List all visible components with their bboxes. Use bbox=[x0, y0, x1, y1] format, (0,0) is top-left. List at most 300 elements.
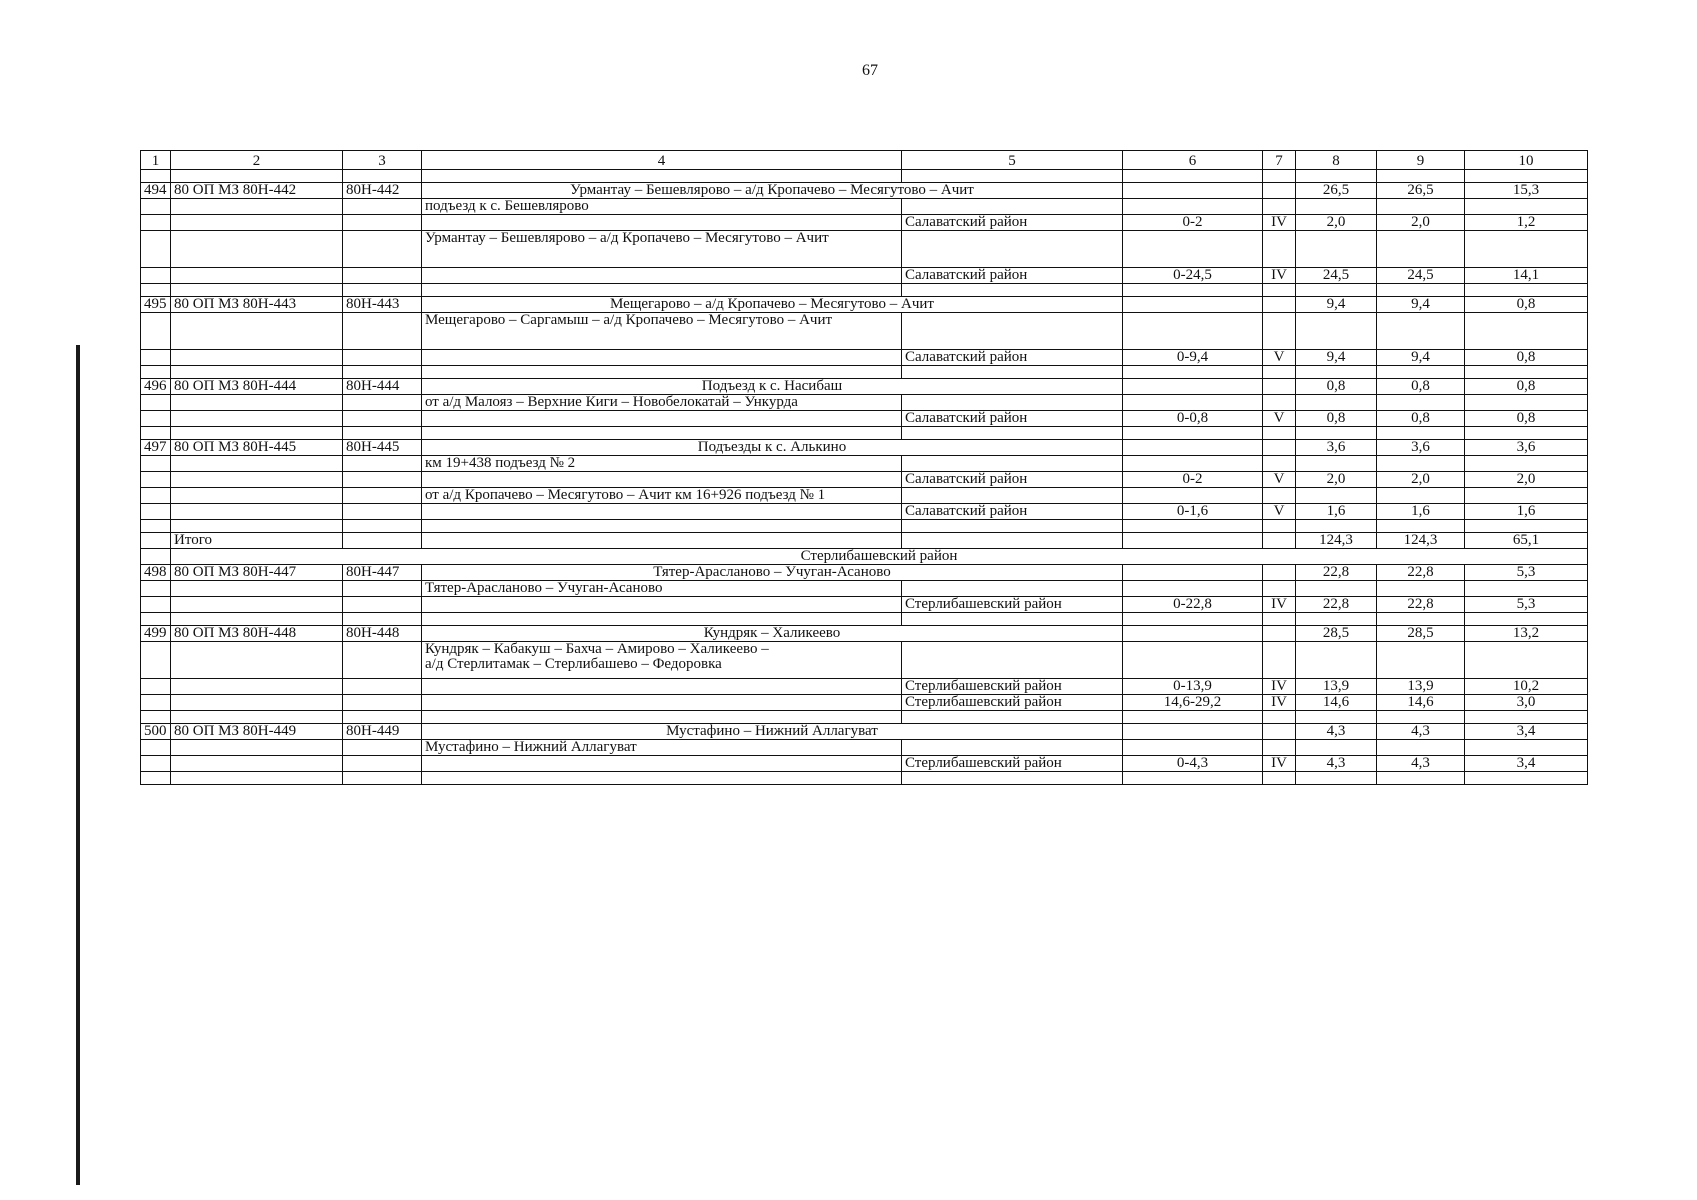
length-total: 2,0 bbox=[1296, 215, 1377, 231]
road-name: Мещегарово – Саргамыш – а/д Кропачево – Месягутово – Ачит bbox=[422, 313, 902, 350]
empty-cell bbox=[422, 520, 902, 533]
length-total: 26,5 bbox=[1296, 183, 1377, 199]
roads-table bbox=[140, 150, 1588, 785]
road-code: 80 ОП МЗ 80Н-443 bbox=[171, 297, 343, 313]
short-code bbox=[343, 456, 422, 472]
road-code: 80 ОП МЗ 80Н-442 bbox=[171, 183, 343, 199]
km-range: 0-13,9 bbox=[1123, 679, 1263, 695]
length-total bbox=[1296, 740, 1377, 756]
detail-row bbox=[141, 756, 1588, 772]
road-name: км 19+438 подъезд № 2 bbox=[422, 456, 902, 472]
no bbox=[141, 597, 171, 613]
no bbox=[141, 395, 171, 411]
length-other: 0,8 bbox=[1465, 411, 1588, 427]
length-total: 14,6 bbox=[1296, 695, 1377, 711]
length-regional bbox=[1377, 395, 1465, 411]
empty-cell bbox=[1377, 170, 1465, 183]
length-total: 0,8 bbox=[1296, 379, 1377, 395]
category bbox=[1263, 740, 1296, 756]
empty-cell bbox=[1123, 520, 1263, 533]
code bbox=[171, 679, 343, 695]
km-range bbox=[1123, 740, 1263, 756]
length-regional: 9,4 bbox=[1377, 297, 1465, 313]
empty-cell bbox=[1465, 170, 1588, 183]
empty-cell bbox=[1296, 427, 1377, 440]
km-range bbox=[1123, 199, 1263, 215]
empty-cell bbox=[343, 284, 422, 297]
empty-cell bbox=[1263, 366, 1296, 379]
short-code bbox=[343, 581, 422, 597]
empty-cell bbox=[1465, 366, 1588, 379]
length-other: 13,2 bbox=[1465, 626, 1588, 642]
empty-cell bbox=[1123, 284, 1263, 297]
length-total: 13,9 bbox=[1296, 679, 1377, 695]
header-row bbox=[141, 151, 1588, 170]
empty-cell bbox=[422, 284, 902, 297]
empty-cell bbox=[1296, 284, 1377, 297]
district bbox=[902, 533, 1123, 549]
length-total: 28,5 bbox=[1296, 626, 1377, 642]
road-name: от а/д Малояз – Верхние Киги – Новобелокатай – Ункурда bbox=[422, 395, 902, 411]
district bbox=[902, 488, 1123, 504]
km-range: 0-0,8 bbox=[1123, 411, 1263, 427]
short-code bbox=[343, 740, 422, 756]
empty-cell bbox=[141, 711, 171, 724]
road-name bbox=[422, 472, 902, 488]
category bbox=[1263, 488, 1296, 504]
no bbox=[141, 215, 171, 231]
km-range: 0-1,6 bbox=[1123, 504, 1263, 520]
empty-cell bbox=[141, 613, 171, 626]
length-regional: 0,8 bbox=[1377, 411, 1465, 427]
length-regional: 24,5 bbox=[1377, 268, 1465, 284]
empty-cell bbox=[902, 366, 1123, 379]
length-other: 3,0 bbox=[1465, 695, 1588, 711]
header-cell-9: 9 bbox=[1377, 151, 1465, 170]
district: Салаватский район bbox=[902, 472, 1123, 488]
length-regional bbox=[1377, 313, 1465, 350]
category bbox=[1263, 183, 1296, 199]
empty-cell bbox=[1296, 366, 1377, 379]
no bbox=[141, 472, 171, 488]
detail-row bbox=[141, 268, 1588, 284]
road-name: Тятер-Арасланово – Учуган-Асаново bbox=[422, 581, 902, 597]
km-range bbox=[1123, 395, 1263, 411]
short-code bbox=[343, 504, 422, 520]
short-code bbox=[343, 199, 422, 215]
km-range bbox=[1123, 642, 1263, 679]
code bbox=[171, 597, 343, 613]
category: IV bbox=[1263, 756, 1296, 772]
empty-cell bbox=[1263, 772, 1296, 785]
district: Салаватский район bbox=[902, 411, 1123, 427]
empty-cell bbox=[1296, 170, 1377, 183]
km-range: 14,6-29,2 bbox=[1123, 695, 1263, 711]
road-name bbox=[422, 756, 902, 772]
road-name: Урмантау – Бешевлярово – а/д Кропачево – Месягутово – Ачит bbox=[422, 231, 902, 268]
category bbox=[1263, 533, 1296, 549]
code bbox=[171, 231, 343, 268]
length-regional: 1,6 bbox=[1377, 504, 1465, 520]
length-other bbox=[1465, 231, 1588, 268]
road-name bbox=[422, 533, 902, 549]
road-code: 80 ОП МЗ 80Н-447 bbox=[171, 565, 343, 581]
short-code bbox=[343, 695, 422, 711]
header-cell-10: 10 bbox=[1465, 151, 1588, 170]
empty-cell bbox=[1123, 613, 1263, 626]
short-code bbox=[343, 395, 422, 411]
district: Стерлибашевский район bbox=[902, 695, 1123, 711]
code bbox=[171, 581, 343, 597]
district: Салаватский район bbox=[902, 350, 1123, 366]
road-code: 80 ОП МЗ 80Н-444 bbox=[171, 379, 343, 395]
detail-row bbox=[141, 472, 1588, 488]
length-total: 4,3 bbox=[1296, 756, 1377, 772]
district: Стерлибашевский район bbox=[902, 597, 1123, 613]
length-other bbox=[1465, 488, 1588, 504]
district bbox=[902, 740, 1123, 756]
spacer-row bbox=[141, 284, 1588, 297]
empty-cell bbox=[1263, 427, 1296, 440]
code bbox=[171, 215, 343, 231]
empty-cell bbox=[902, 170, 1123, 183]
road-short-code: 80Н-449 bbox=[343, 724, 422, 740]
road-name: Кундряк – Кабакуш – Бахча – Амирово – Халикеево – а/д Стерлитамак – Стерлибашево – Федоровка bbox=[422, 642, 902, 679]
empty-cell bbox=[171, 772, 343, 785]
length-other: 0,8 bbox=[1465, 350, 1588, 366]
empty-cell bbox=[1123, 366, 1263, 379]
short-code bbox=[343, 488, 422, 504]
km-range bbox=[1123, 533, 1263, 549]
length-regional bbox=[1377, 581, 1465, 597]
header-cell-8: 8 bbox=[1296, 151, 1377, 170]
category: IV bbox=[1263, 268, 1296, 284]
empty-cell bbox=[171, 711, 343, 724]
detail-row bbox=[141, 350, 1588, 366]
category bbox=[1263, 440, 1296, 456]
short-code bbox=[343, 231, 422, 268]
empty-cell bbox=[1263, 613, 1296, 626]
short-code bbox=[343, 679, 422, 695]
road-title: Урмантау – Бешевлярово – а/д Кропачево – Месягутово – Ачит bbox=[422, 183, 1123, 199]
road-row bbox=[141, 724, 1588, 740]
road-row bbox=[141, 297, 1588, 313]
code: Итого bbox=[171, 533, 343, 549]
detail-row bbox=[141, 411, 1588, 427]
short-code bbox=[343, 533, 422, 549]
length-total: 9,4 bbox=[1296, 297, 1377, 313]
length-total bbox=[1296, 231, 1377, 268]
code bbox=[171, 642, 343, 679]
length-regional: 22,8 bbox=[1377, 565, 1465, 581]
km-range: 0-4,3 bbox=[1123, 756, 1263, 772]
empty-cell bbox=[1377, 613, 1465, 626]
road-name: подъезд к с. Бешевлярово bbox=[422, 199, 902, 215]
empty-cell bbox=[1296, 711, 1377, 724]
category bbox=[1263, 199, 1296, 215]
section-row bbox=[141, 549, 1588, 565]
short-code bbox=[343, 642, 422, 679]
length-regional: 14,6 bbox=[1377, 695, 1465, 711]
length-other: 0,8 bbox=[1465, 297, 1588, 313]
km-range: 0-24,5 bbox=[1123, 268, 1263, 284]
code bbox=[171, 740, 343, 756]
road-row bbox=[141, 440, 1588, 456]
detail-row bbox=[141, 215, 1588, 231]
length-other bbox=[1465, 581, 1588, 597]
length-regional: 124,3 bbox=[1377, 533, 1465, 549]
detail-row bbox=[141, 199, 1588, 215]
length-other: 2,0 bbox=[1465, 472, 1588, 488]
short-code bbox=[343, 472, 422, 488]
road-name bbox=[422, 215, 902, 231]
spacer-row bbox=[141, 520, 1588, 533]
road-short-code: 80Н-447 bbox=[343, 565, 422, 581]
road-title: Кундряк – Халикеево bbox=[422, 626, 1123, 642]
category: IV bbox=[1263, 215, 1296, 231]
code bbox=[171, 411, 343, 427]
page-number: 67 bbox=[862, 62, 878, 79]
road-number: 494 bbox=[141, 183, 171, 199]
empty-cell bbox=[1263, 170, 1296, 183]
empty-cell bbox=[902, 772, 1123, 785]
code bbox=[171, 756, 343, 772]
no bbox=[141, 740, 171, 756]
length-other: 10,2 bbox=[1465, 679, 1588, 695]
length-total: 22,8 bbox=[1296, 597, 1377, 613]
empty-cell bbox=[1377, 772, 1465, 785]
length-other: 15,3 bbox=[1465, 183, 1588, 199]
empty-cell bbox=[1465, 427, 1588, 440]
short-code bbox=[343, 756, 422, 772]
category bbox=[1263, 297, 1296, 313]
road-name: от а/д Кропачево – Месягутово – Ачит км 16+926 подъезд № 1 bbox=[422, 488, 902, 504]
district: Салаватский район bbox=[902, 504, 1123, 520]
empty-cell bbox=[422, 170, 902, 183]
empty-cell bbox=[1377, 711, 1465, 724]
road-name bbox=[422, 679, 902, 695]
short-code bbox=[343, 268, 422, 284]
spacer-row bbox=[141, 170, 1588, 183]
header-cell-3: 3 bbox=[343, 151, 422, 170]
district bbox=[902, 313, 1123, 350]
length-regional: 4,3 bbox=[1377, 724, 1465, 740]
spacer-row bbox=[141, 366, 1588, 379]
length-total: 1,6 bbox=[1296, 504, 1377, 520]
length-total: 4,3 bbox=[1296, 724, 1377, 740]
empty-cell bbox=[141, 284, 171, 297]
district bbox=[902, 642, 1123, 679]
length-total bbox=[1296, 456, 1377, 472]
road-code: 80 ОП МЗ 80Н-445 bbox=[171, 440, 343, 456]
district: Стерлибашевский район bbox=[902, 756, 1123, 772]
road-name bbox=[422, 268, 902, 284]
empty-cell bbox=[171, 366, 343, 379]
category bbox=[1263, 456, 1296, 472]
empty-cell bbox=[171, 520, 343, 533]
km-range bbox=[1123, 724, 1263, 740]
header-cell-7: 7 bbox=[1263, 151, 1296, 170]
road-number: 498 bbox=[141, 565, 171, 581]
short-code bbox=[343, 597, 422, 613]
road-title: Мещегарово – а/д Кропачево – Месягутово – Ачит bbox=[422, 297, 1123, 313]
code bbox=[171, 313, 343, 350]
segment-title-row bbox=[141, 231, 1588, 268]
empty-cell bbox=[171, 613, 343, 626]
header-cell-4: 4 bbox=[422, 151, 902, 170]
category bbox=[1263, 724, 1296, 740]
district: Стерлибашевский район bbox=[902, 679, 1123, 695]
empty-cell bbox=[1123, 170, 1263, 183]
road-short-code: 80Н-443 bbox=[343, 297, 422, 313]
road-name bbox=[422, 597, 902, 613]
detail-row bbox=[141, 456, 1588, 472]
km-range bbox=[1123, 379, 1263, 395]
empty-cell bbox=[422, 711, 902, 724]
length-regional bbox=[1377, 642, 1465, 679]
empty-cell bbox=[343, 520, 422, 533]
section-title: Стерлибашевский район bbox=[171, 549, 1588, 565]
length-other bbox=[1465, 395, 1588, 411]
no bbox=[141, 199, 171, 215]
district: Салаватский район bbox=[902, 215, 1123, 231]
length-total bbox=[1296, 395, 1377, 411]
length-other: 5,3 bbox=[1465, 565, 1588, 581]
category bbox=[1263, 395, 1296, 411]
empty-cell bbox=[1296, 772, 1377, 785]
km-range bbox=[1123, 456, 1263, 472]
short-code bbox=[343, 215, 422, 231]
km-range: 0-2 bbox=[1123, 472, 1263, 488]
road-title: Тятер-Арасланово – Учуган-Асаново bbox=[422, 565, 1123, 581]
empty-cell bbox=[902, 711, 1123, 724]
length-other: 1,2 bbox=[1465, 215, 1588, 231]
empty-cell bbox=[1263, 520, 1296, 533]
district bbox=[902, 231, 1123, 268]
short-code bbox=[343, 313, 422, 350]
spacer-row bbox=[141, 772, 1588, 785]
category: V bbox=[1263, 472, 1296, 488]
road-number: 497 bbox=[141, 440, 171, 456]
no bbox=[141, 488, 171, 504]
segment-title-row bbox=[141, 642, 1588, 679]
road-row bbox=[141, 183, 1588, 199]
category bbox=[1263, 642, 1296, 679]
length-other bbox=[1465, 199, 1588, 215]
road-short-code: 80Н-442 bbox=[343, 183, 422, 199]
empty-cell bbox=[343, 170, 422, 183]
road-title: Мустафино – Нижний Аллагуват bbox=[422, 724, 1123, 740]
category bbox=[1263, 581, 1296, 597]
road-code: 80 ОП МЗ 80Н-449 bbox=[171, 724, 343, 740]
empty-cell bbox=[1377, 520, 1465, 533]
segment-title-row bbox=[141, 313, 1588, 350]
length-regional: 4,3 bbox=[1377, 756, 1465, 772]
empty-cell bbox=[171, 170, 343, 183]
category bbox=[1263, 626, 1296, 642]
length-regional bbox=[1377, 231, 1465, 268]
empty-cell bbox=[141, 366, 171, 379]
category: V bbox=[1263, 504, 1296, 520]
district bbox=[902, 456, 1123, 472]
code bbox=[171, 472, 343, 488]
spacer-row bbox=[141, 711, 1588, 724]
length-regional: 28,5 bbox=[1377, 626, 1465, 642]
road-code: 80 ОП МЗ 80Н-448 bbox=[171, 626, 343, 642]
category bbox=[1263, 231, 1296, 268]
empty-cell bbox=[422, 772, 902, 785]
detail-row bbox=[141, 597, 1588, 613]
length-regional: 3,6 bbox=[1377, 440, 1465, 456]
km-range: 0-9,4 bbox=[1123, 350, 1263, 366]
header-cell-5: 5 bbox=[902, 151, 1123, 170]
detail-row bbox=[141, 679, 1588, 695]
empty-cell bbox=[343, 711, 422, 724]
short-code bbox=[343, 411, 422, 427]
length-other: 0,8 bbox=[1465, 379, 1588, 395]
road-number: 496 bbox=[141, 379, 171, 395]
road-number: 499 bbox=[141, 626, 171, 642]
length-other bbox=[1465, 740, 1588, 756]
empty-cell bbox=[1123, 427, 1263, 440]
binding-margin-line bbox=[76, 345, 80, 1185]
header-cell-2: 2 bbox=[171, 151, 343, 170]
road-number: 495 bbox=[141, 297, 171, 313]
road-row bbox=[141, 565, 1588, 581]
no bbox=[141, 456, 171, 472]
empty-cell bbox=[1465, 711, 1588, 724]
empty-cell bbox=[343, 427, 422, 440]
road-short-code: 80Н-448 bbox=[343, 626, 422, 642]
code bbox=[171, 504, 343, 520]
empty-cell bbox=[171, 427, 343, 440]
road-short-code: 80Н-444 bbox=[343, 379, 422, 395]
km-range: 0-22,8 bbox=[1123, 597, 1263, 613]
empty-cell bbox=[422, 366, 902, 379]
empty-cell bbox=[902, 427, 1123, 440]
length-other: 3,6 bbox=[1465, 440, 1588, 456]
length-total bbox=[1296, 313, 1377, 350]
detail-row bbox=[141, 504, 1588, 520]
road-name: Мустафино – Нижний Аллагуват bbox=[422, 740, 902, 756]
length-regional: 26,5 bbox=[1377, 183, 1465, 199]
empty-cell bbox=[1377, 366, 1465, 379]
road-row bbox=[141, 626, 1588, 642]
category: IV bbox=[1263, 695, 1296, 711]
category bbox=[1263, 313, 1296, 350]
empty-cell bbox=[902, 520, 1123, 533]
road-name bbox=[422, 695, 902, 711]
length-other: 14,1 bbox=[1465, 268, 1588, 284]
length-other bbox=[1465, 456, 1588, 472]
empty-cell bbox=[343, 366, 422, 379]
length-regional bbox=[1377, 740, 1465, 756]
empty-cell bbox=[343, 613, 422, 626]
road-title: Подъезд к с. Насибаш bbox=[422, 379, 1123, 395]
length-total: 124,3 bbox=[1296, 533, 1377, 549]
km-range bbox=[1123, 626, 1263, 642]
length-regional bbox=[1377, 199, 1465, 215]
empty-cell bbox=[1465, 520, 1588, 533]
length-total bbox=[1296, 488, 1377, 504]
length-other bbox=[1465, 313, 1588, 350]
empty-cell bbox=[343, 772, 422, 785]
no bbox=[141, 581, 171, 597]
detail-row bbox=[141, 740, 1588, 756]
code bbox=[171, 199, 343, 215]
length-total: 9,4 bbox=[1296, 350, 1377, 366]
empty-cell bbox=[1465, 284, 1588, 297]
